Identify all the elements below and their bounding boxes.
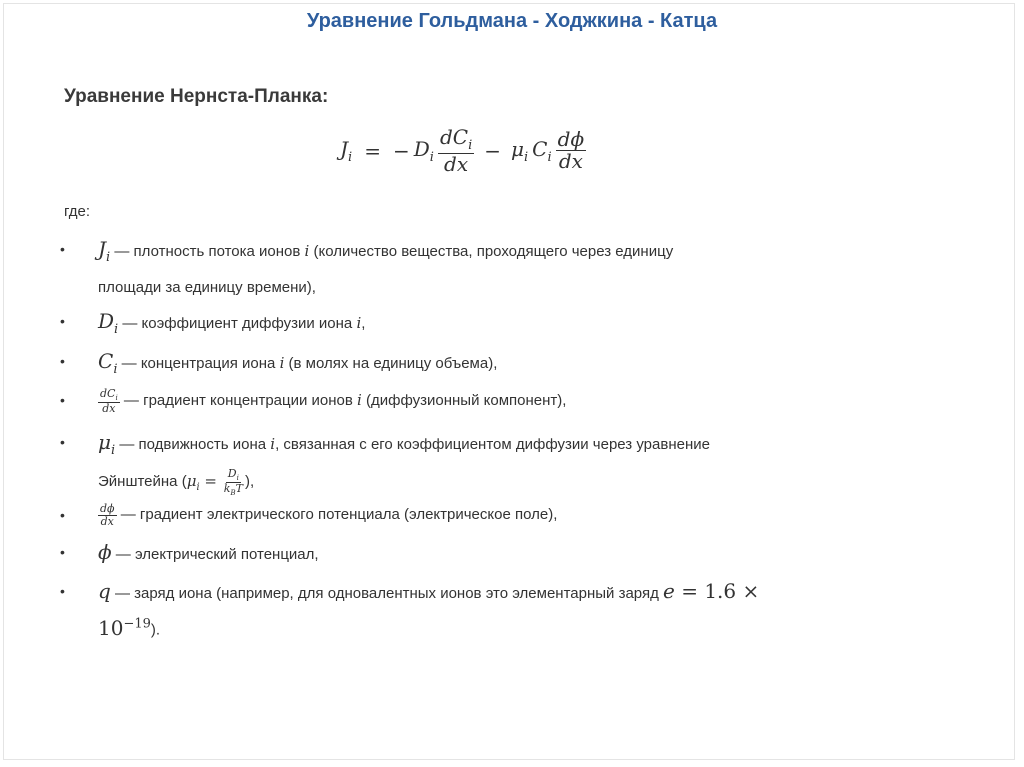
symbol-dCdx: $\frac{dC_i}{dx}$ [100, 386, 118, 415]
equals-sign: = [364, 138, 381, 163]
bullet-icon: • [60, 353, 65, 369]
symbol-dphidx: $\frac{d\phi}{dx}$ [100, 501, 115, 528]
bullet-icon: • [60, 507, 65, 523]
bullet-icon: • [60, 434, 65, 450]
einstein-relation: $\mu_i$ = $\frac{D_i}{k_BT}$ [186, 466, 243, 497]
symbol-D: $D_i$ [98, 309, 119, 337]
minus-sign: − [392, 138, 410, 163]
section-heading: Уравнение Нернста-Планка: [64, 86, 329, 107]
symbol-mu: $\mu_i$ [98, 430, 116, 458]
mobility-term: $\mu_i$ [511, 136, 529, 165]
flux-term: $J_i$ [340, 136, 353, 165]
bullet-icon: • [60, 544, 65, 560]
symbol-q: q [98, 579, 111, 603]
page-title: Уравнение Гольдмана - Ходжкина - Катца [306, 10, 718, 32]
exponent-term: $10^{-19}$ [98, 615, 151, 640]
where-label: где: [64, 203, 91, 220]
bullet-icon: • [60, 241, 65, 257]
symbol-C: $C_i$ [98, 349, 118, 377]
bullet-icon: • [60, 392, 65, 408]
concentration-term: $C_i$ [532, 136, 552, 165]
diffusion-coefficient: $D_i$ [413, 136, 434, 165]
minus-sign-2: − [484, 138, 501, 163]
concentration-gradient-fraction: $\frac{dC_i}{dx}$ [439, 125, 473, 176]
bullet-icon: • [60, 313, 65, 329]
nernst-planck-equation [340, 127, 586, 175]
symbol-phi: ϕ [98, 540, 112, 564]
symbol-J: $J_i$ [98, 237, 111, 265]
potential-gradient-fraction: $\frac{d\phi}{dx}$ [557, 127, 585, 174]
bullet-icon: • [60, 583, 65, 599]
